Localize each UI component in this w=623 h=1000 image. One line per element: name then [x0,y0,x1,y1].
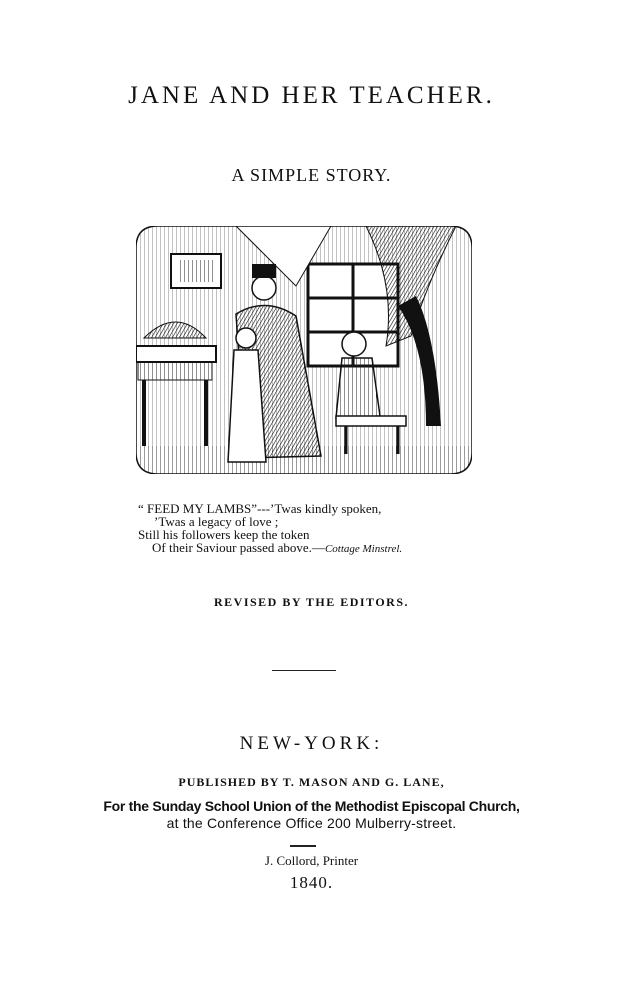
imprint-address: at the Conference Office 200 Mulberry-street. [166,815,457,831]
verse-line-2: ’Twas a legacy of love ; [154,514,279,529]
imprint-sponsor: For the Sunday School Union of the Methodist Episcopal Church, [103,798,520,814]
imprint-city: NEW-YORK: [239,733,384,754]
verse-line-4-text: Of their Saviour passed above.— [152,540,325,555]
verse-line-4 [136,541,496,556]
verse-line-1: “ FEED MY LAMBS”---’Twas kindly spoken, [138,501,382,516]
epigraph-verse [136,502,496,556]
engraving-illustration [136,226,472,474]
verse-attribution: Cottage Minstrel. [324,543,403,555]
imprint-publisher: PUBLISHED BY T. MASON AND G. LANE, [178,775,445,789]
revised-note: REVISED BY THE EDITORS. [214,595,409,609]
imprint-printer: J. Collord, Printer [264,853,359,868]
subtitle: A SIMPLE STORY. [231,165,392,185]
book-title: JANE AND HER TEACHER. [128,82,495,109]
verse-line-3: Still his followers keep the token [138,527,310,542]
short-divider-rule [290,845,316,847]
imprint-year: 1840. [289,873,334,892]
divider-rule [272,670,336,671]
